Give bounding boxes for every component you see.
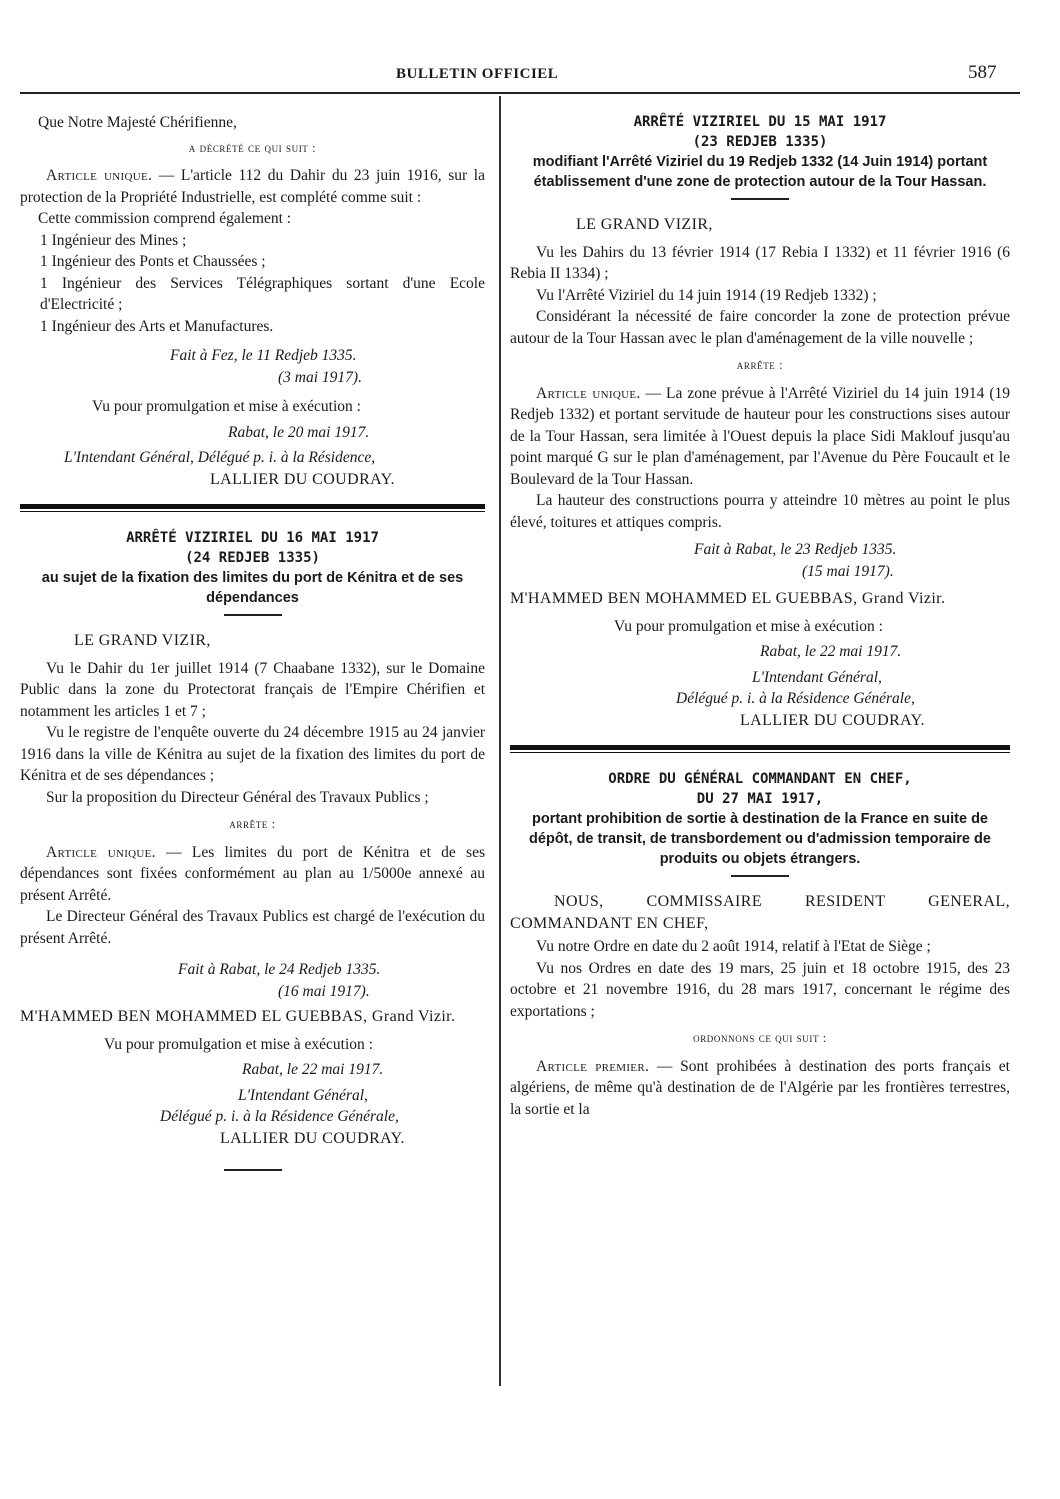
signer-line: M'HAMMED BEN MOHAMMED EL GUEBBAS, Grand Vizir. bbox=[510, 590, 946, 607]
arrete-date: (23 REDJEB 1335) bbox=[692, 134, 828, 150]
grand-vizir: LE GRAND VIZIR, bbox=[74, 632, 211, 649]
intendant-line: Délégué p. i. à la Résidence Générale, bbox=[676, 690, 915, 707]
article-text: — La zone prévue à l'Arrêté Viziriel du 14 juin 1914 (19 Redjeb 1332) et portant servitude de hauteur pour les constructions sises autour de la Tour Hassan, sera limitée à l'Ouest depuis la place Sidi Maklouf jusqu'au point marqué G sur le plan d'aménagement, par l'Avenue du Père Foucault et le Boulevard de la Tour Hassan. bbox=[510, 384, 1011, 488]
promulgation-line: Vu pour promulgation et mise à exécution : bbox=[104, 1035, 373, 1053]
signature-name: LALLIER DU COUDRAY. bbox=[220, 1129, 405, 1147]
signer-line: M'HAMMED BEN MOHAMMED EL GUEBBAS, Grand Vizir. bbox=[20, 1008, 456, 1025]
article-text: — L'article 112 du Dahir du 23 juin 1916, sur la protection de la Propriété Industrielle, est complété comme suit : bbox=[20, 167, 485, 206]
decrete-heading: a décrété ce qui suit : bbox=[188, 140, 317, 155]
vu-paragraph: Vu notre Ordre en date du 2 août 1914, relatif à l'Etat de Siège ; bbox=[536, 938, 931, 955]
rabat-date: Rabat, le 22 mai 1917. bbox=[760, 643, 902, 660]
list-item: 1 Ingénieur des Arts et Manufactures. bbox=[40, 317, 274, 335]
list-item: 1 Ingénieur des Services Télégraphiques sortant d'une Ecole d'Electricité ; bbox=[40, 274, 485, 313]
signature-name: LALLIER DU COUDRAY. bbox=[740, 711, 925, 729]
left-column bbox=[20, 112, 485, 1185]
intendant-line: Délégué p. i. à la Résidence Générale, bbox=[160, 1108, 399, 1125]
article-text: — Les limites du port de Kénitra et de ses dépendances sont fixées conformément au plan au 1/5000e annexé au présent Arrêté. bbox=[20, 843, 485, 904]
page-header bbox=[0, 60, 1060, 90]
commission-text: Cette commission comprend également : bbox=[38, 210, 292, 227]
intendant-line: L'Intendant Général, bbox=[752, 668, 882, 686]
ordre-date: DU 27 MAI 1917, bbox=[696, 791, 824, 807]
short-rule bbox=[731, 875, 789, 877]
article-text: La hauteur des constructions pourra y atteindre 10 mètres au point le plus élevé, toitures et attiques compris. bbox=[510, 492, 1010, 531]
ordre-subtitle: portant prohibition de sortie à destination de la France en suite de dépôt, de transit, de transbordement ou d'admission temporaire de produits ou objets étrangers. bbox=[529, 811, 991, 867]
intendant-line: L'Intendant Général, Délégué p. i. à la Résidence, bbox=[64, 449, 376, 466]
ordre-title: ORDRE DU GÉNÉRAL COMMANDANT EN CHEF, bbox=[608, 771, 912, 787]
grand-vizir: LE GRAND VIZIR, bbox=[576, 216, 713, 233]
section-rule bbox=[20, 504, 485, 512]
fait-date: (3 mai 1917). bbox=[278, 368, 362, 386]
vu-paragraph: Sur la proposition du Directeur Général des Travaux Publics ; bbox=[46, 788, 429, 806]
vu-paragraph: Vu les Dahirs du 13 février 1914 (17 Rebia I 1332) et 11 février 1916 (6 Rebia II 1334) ; bbox=[510, 243, 1010, 282]
promulgation-line: Vu pour promulgation et mise à exécution : bbox=[92, 398, 361, 415]
fait-line: Fait à Fez, le 11 Redjeb 1335. bbox=[170, 347, 357, 364]
ordonnons-heading: ordonnons ce qui suit : bbox=[693, 1031, 827, 1045]
list-item: 1 Ingénieur des Ponts et Chaussées ; bbox=[40, 253, 266, 270]
article-label: Article unique. bbox=[536, 384, 641, 402]
short-rule bbox=[224, 614, 282, 616]
signature-name: LALLIER DU COUDRAY. bbox=[210, 470, 395, 488]
vu-paragraph: Vu nos Ordres en date des 19 mars, 25 juin et 18 octobre 1915, des 23 octobre et 21 novembre 1916, du 28 mars 1917, concernant le régime des exportations ; bbox=[510, 959, 1010, 1020]
arrete-subtitle: au sujet de la fixation des limites du port de Kénitra et de ses dépendances bbox=[41, 570, 464, 606]
article-text: — Sont prohibées à destination des ports français et algériens, de même qu'à destination de de l'Algérie par les frontières terrestres, la sortie et la bbox=[510, 1057, 1010, 1118]
section-rule bbox=[510, 745, 1010, 753]
fait-date: (16 mai 1917). bbox=[278, 982, 370, 1000]
short-rule bbox=[224, 1169, 282, 1171]
rabat-date: Rabat, le 20 mai 1917. bbox=[228, 423, 370, 441]
vu-paragraph: Vu l'Arrêté Viziriel du 14 juin 1914 (19 Redjeb 1332) ; bbox=[536, 286, 877, 304]
vu-paragraph: Vu le Dahir du 1er juillet 1914 (7 Chaabane 1332), sur le Domaine Public dans la zone du Protectorat français de l'Empire Chérifien et notamment les articles 1 et 7 ; bbox=[20, 659, 485, 720]
fait-line: Fait à Rabat, le 24 Redjeb 1335. bbox=[178, 961, 381, 978]
list-item: 1 Ingénieur des Mines ; bbox=[40, 231, 187, 249]
right-column bbox=[510, 112, 1010, 1120]
page-number: 587 bbox=[968, 62, 997, 83]
header-rule bbox=[20, 92, 1020, 94]
running-title: BULLETIN OFFICIEL bbox=[396, 66, 559, 82]
rabat-date: Rabat, le 22 mai 1917. bbox=[242, 1061, 384, 1078]
arrete-title: ARRÊTÉ VIZIRIEL DU 16 MAI 1917 bbox=[126, 530, 379, 546]
arrete-date: (24 REDJEB 1335) bbox=[185, 550, 320, 566]
short-rule bbox=[731, 198, 789, 200]
arrete-heading: arrête : bbox=[736, 358, 784, 372]
arrete-title: ARRÊTÉ VIZIRIEL DU 15 MAI 1917 bbox=[633, 114, 887, 130]
fait-line: Fait à Rabat, le 23 Redjeb 1335. bbox=[694, 541, 897, 558]
column-divider bbox=[499, 96, 501, 1386]
arrete-subtitle: modifiant l'Arrêté Viziriel du 19 Redjeb 1332 (14 Juin 1914) portant établissement d'une zone de protection autour de la Tour Hassan. bbox=[532, 154, 988, 190]
intro-text: Que Notre Majesté Chérifienne, bbox=[38, 114, 237, 131]
vu-paragraph: Considérant la nécessité de faire concorder la zone de protection prévue autour de la Tour Hassan avec le plan d'aménagement de la ville nouvelle ; bbox=[510, 308, 1010, 347]
vu-paragraph: Vu le registre de l'enquête ouverte du 24 décembre 1915 au 24 janvier 1916 dans la ville de Kénitra au sujet de la fixation des limites du port de Kénitra et de ses dépendances ; bbox=[20, 724, 485, 784]
article-label: Article premier. bbox=[536, 1057, 650, 1075]
article-text: Le Directeur Général des Travaux Publics est chargé de l'exécution du présent Arrêté. bbox=[20, 908, 485, 947]
article-label: Article unique. bbox=[46, 167, 153, 184]
article-label: Article unique. bbox=[46, 843, 156, 861]
arrete-heading: arrête : bbox=[229, 817, 276, 831]
fait-date: (15 mai 1917). bbox=[802, 562, 894, 580]
intendant-line: L'Intendant Général, bbox=[238, 1086, 368, 1104]
promulgation-line: Vu pour promulgation et mise à exécution : bbox=[614, 617, 883, 635]
nous-line: NOUS, COMMISSAIRE RESIDENT GENERAL, COMMANDANT EN CHEF, bbox=[510, 893, 1010, 932]
